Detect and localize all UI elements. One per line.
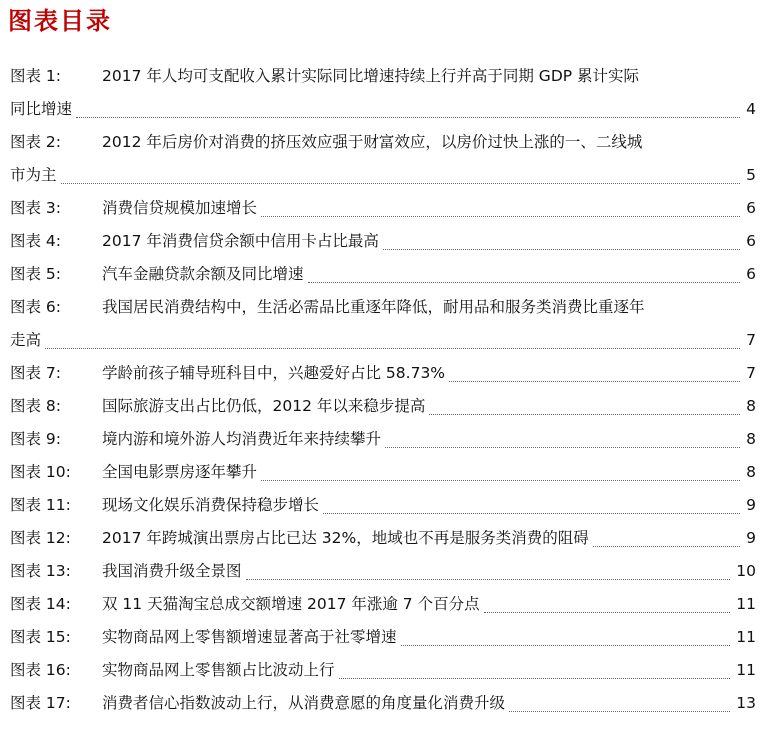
toc-entry[interactable] (0, 225, 772, 258)
toc-entry-page[interactable]: 11 (734, 654, 756, 687)
toc-entry-title-continued: 市为主 (10, 166, 57, 184)
toc-entry-page[interactable]: 10 (734, 555, 756, 588)
toc-entry-label: 图表 15: (10, 628, 71, 646)
toc-entry-page[interactable]: 6 (744, 192, 756, 225)
leader-dots (339, 678, 730, 679)
toc-entry-line (10, 192, 756, 225)
toc-entry-label: 图表 1: (10, 67, 62, 85)
leader-dots (261, 216, 740, 217)
toc-entry-title: 实物商品网上零售额增速显著高于社零增速 (102, 628, 397, 646)
toc-entry[interactable] (0, 687, 772, 720)
toc-entry-page[interactable]: 9 (744, 489, 756, 522)
toc-entry-line (10, 621, 756, 654)
toc-entry-title: 境内游和境外游人均消费近年来持续攀升 (102, 430, 382, 448)
toc-entry[interactable] (0, 357, 772, 390)
toc-entry-title: 汽车金融贷款余额及同比增速 (102, 265, 304, 283)
toc-entry-title: 消费者信心指数波动上行，从消费意愿的角度量化消费升级 (102, 694, 506, 712)
toc-entry-line (10, 687, 756, 720)
toc-entry-title-continued: 同比增速 (10, 100, 73, 118)
toc-entry-line (10, 456, 756, 489)
toc-entry-line (10, 489, 756, 522)
toc-entry-page[interactable]: 11 (734, 621, 756, 654)
leader-dots (261, 480, 740, 481)
toc-entry-label: 图表 5: (10, 265, 62, 283)
leader-dots (61, 183, 740, 184)
leader-dots (429, 414, 740, 415)
toc-entry-label: 图表 2: (10, 133, 62, 151)
toc-entry-line (10, 390, 756, 423)
toc-entry-title: 双 11 天猫淘宝总成交额增速 2017 年涨逾 7 个百分点 (102, 595, 480, 613)
toc-entry-page[interactable]: 8 (744, 456, 756, 489)
toc-entry[interactable] (0, 555, 772, 588)
toc-entry-page[interactable]: 7 (744, 357, 756, 390)
toc-entry-title: 2017 年人均可支配收入累计实际同比增速持续上行并高于同期 GDP 累计实际 (102, 67, 640, 85)
toc-entry-page[interactable]: 5 (744, 159, 756, 192)
leader-dots (45, 348, 740, 349)
toc-entry[interactable] (0, 291, 772, 357)
toc-entry-line (10, 60, 756, 93)
toc-entry[interactable] (0, 423, 772, 456)
toc-entry-title: 2017 年跨城演出票房占比已达 32%，地域也不再是服务类消费的阻碍 (102, 529, 589, 547)
toc-entry[interactable] (0, 390, 772, 423)
toc-entry-page[interactable]: 13 (734, 687, 756, 720)
toc-entry-label: 图表 4: (10, 232, 62, 250)
toc-entry-label: 图表 7: (10, 364, 62, 382)
leader-dots (323, 513, 740, 514)
toc-entry-title: 学龄前孩子辅导班科目中，兴趣爱好占比 58.73% (102, 364, 446, 382)
toc-entry-label: 图表 6: (10, 298, 62, 316)
toc-entry-label: 图表 10: (10, 463, 71, 481)
toc-entry-title: 我国居民消费结构中，生活必需品比重逐年降低，耐用品和服务类消费比重逐年 (102, 298, 645, 316)
toc-entry-title: 现场文化娱乐消费保持稳步增长 (102, 496, 320, 514)
toc-entry-page[interactable]: 11 (734, 588, 756, 621)
toc-entry-line (10, 588, 756, 621)
toc-entry-label: 图表 8: (10, 397, 62, 415)
leader-dots (308, 282, 740, 283)
toc-entry[interactable] (0, 60, 772, 126)
toc-entry[interactable] (0, 654, 772, 687)
leader-dots (76, 117, 740, 118)
toc-entry-title-continued: 走高 (10, 331, 42, 349)
leader-dots (593, 546, 740, 547)
toc-entry[interactable] (0, 258, 772, 291)
toc-entry-title: 2012 年后房价对消费的挤压效应强于财富效应，以房价过快上涨的一、二线城 (102, 133, 643, 151)
toc-entry-label: 图表 17: (10, 694, 71, 712)
toc-entry-label: 图表 12: (10, 529, 71, 547)
toc-entry[interactable] (0, 588, 772, 621)
toc-entry-title: 全国电影票房逐年攀升 (102, 463, 258, 481)
leader-dots (246, 579, 730, 580)
toc-entry-line (10, 423, 756, 456)
leader-dots (385, 447, 740, 448)
leader-dots (401, 645, 730, 646)
toc-entry-title: 国际旅游支出占比仍低，2012 年以来稳步提高 (102, 397, 426, 415)
toc-entry-title: 消费信贷规模加速增长 (102, 199, 258, 217)
toc-entry[interactable] (0, 192, 772, 225)
toc-entry-label: 图表 9: (10, 430, 62, 448)
toc-entry-line (10, 258, 756, 291)
toc-entry-line (10, 522, 756, 555)
toc-entry-page[interactable]: 6 (744, 225, 756, 258)
toc-entry-title: 实物商品网上零售额占比波动上行 (102, 661, 335, 679)
figure-toc (0, 60, 772, 720)
toc-entry-label: 图表 14: (10, 595, 71, 613)
toc-entry-page[interactable]: 7 (744, 324, 756, 357)
toc-entry[interactable] (0, 456, 772, 489)
toc-entry-line (10, 225, 756, 258)
toc-entry[interactable] (0, 489, 772, 522)
toc-entry-title: 我国消费升级全景图 (102, 562, 242, 580)
toc-entry-line (10, 159, 756, 192)
toc-entry[interactable] (0, 621, 772, 654)
toc-entry-label: 图表 11: (10, 496, 71, 514)
leader-dots (383, 249, 740, 250)
toc-entry[interactable] (0, 126, 772, 192)
leader-dots (509, 711, 730, 712)
toc-entry-label: 图表 3: (10, 199, 62, 217)
toc-entry-label: 图表 13: (10, 562, 71, 580)
toc-entry-line (10, 93, 756, 126)
toc-entry-line (10, 555, 756, 588)
toc-entry-line (10, 126, 756, 159)
toc-entry[interactable] (0, 522, 772, 555)
toc-entry-title: 2017 年消费信贷余额中信用卡占比最高 (102, 232, 379, 250)
page-title: 图表目录 (8, 7, 112, 35)
toc-entry-page[interactable]: 4 (744, 93, 756, 126)
leader-dots (484, 612, 730, 613)
toc-entry-page[interactable]: 8 (744, 423, 756, 456)
toc-entry-page[interactable]: 6 (744, 258, 756, 291)
toc-entry-label: 图表 16: (10, 661, 71, 679)
toc-entry-line (10, 291, 756, 324)
leader-dots (449, 381, 740, 382)
toc-entry-line (10, 654, 756, 687)
toc-entry-page[interactable]: 8 (744, 390, 756, 423)
toc-entry-line (10, 357, 756, 390)
toc-entry-line (10, 324, 756, 357)
toc-entry-page[interactable]: 9 (744, 522, 756, 555)
